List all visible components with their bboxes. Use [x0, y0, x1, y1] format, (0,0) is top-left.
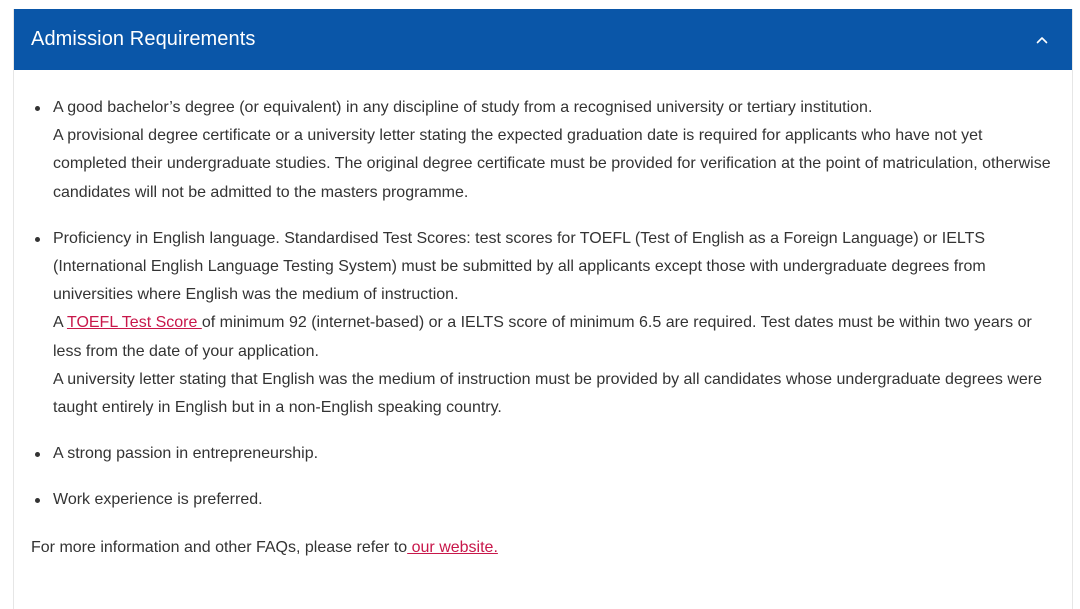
provisional-degree-text: A provisional degree certificate or a university letter stating the expected graduation date is required for applicants who have not yet completed their undergraduate studies. The original degree certificate must be provided for verification at the point of matriculation, otherwise candidates will not be admitted to the masters programme. — [53, 127, 1051, 201]
admission-requirements-panel — [13, 9, 1073, 609]
experience-text: Work experience is preferred. — [53, 491, 263, 509]
chevron-up-icon[interactable] — [1032, 30, 1052, 50]
list-item-experience — [31, 486, 1056, 514]
more-info-text: For more information and other FAQs, please refer to — [31, 538, 408, 556]
toefl-prefix: A — [53, 314, 67, 332]
toefl-requirement-line — [53, 309, 1056, 365]
toefl-test-score-link[interactable]: TOEFL Test Score — [66, 314, 202, 332]
english-proficiency-text: Proficiency in English language. Standardised Test Scores: test scores for TOEFL (Test of English as a Foreign Language) or IELTS (International English Language Testing System) must be submitted by all applicants except those with undergraduate degrees from universities where English was the medium of instruction. — [53, 229, 986, 304]
panel-title: Admission Requirements — [31, 28, 256, 50]
list-item-english — [31, 225, 1056, 422]
degree-requirement-text: A good bachelor’s degree (or equivalent) in any discipline of study from a recognised university or tertiary institution. — [53, 99, 873, 116]
passion-text: A strong passion in entrepreneurship. — [53, 445, 319, 463]
requirements-list — [31, 94, 1056, 515]
panel-body — [14, 70, 1072, 562]
more-info-line — [31, 534, 1056, 562]
toefl-suffix: of minimum 92 (internet-based) or a IELTS score of minimum 6.5 are required. Test dates must be within two years or less from the date of your application. — [53, 314, 1032, 360]
list-item-degree — [31, 94, 1056, 207]
panel-header-toggle[interactable] — [14, 9, 1072, 70]
our-website-link[interactable]: our website. — [407, 538, 498, 556]
list-item-passion — [31, 440, 1056, 468]
university-letter-text: A university letter stating that English was the medium of instruction must be provided by all candidates whose undergraduate degrees were taught entirely in English but in a non-English speaking country. — [53, 370, 1042, 417]
